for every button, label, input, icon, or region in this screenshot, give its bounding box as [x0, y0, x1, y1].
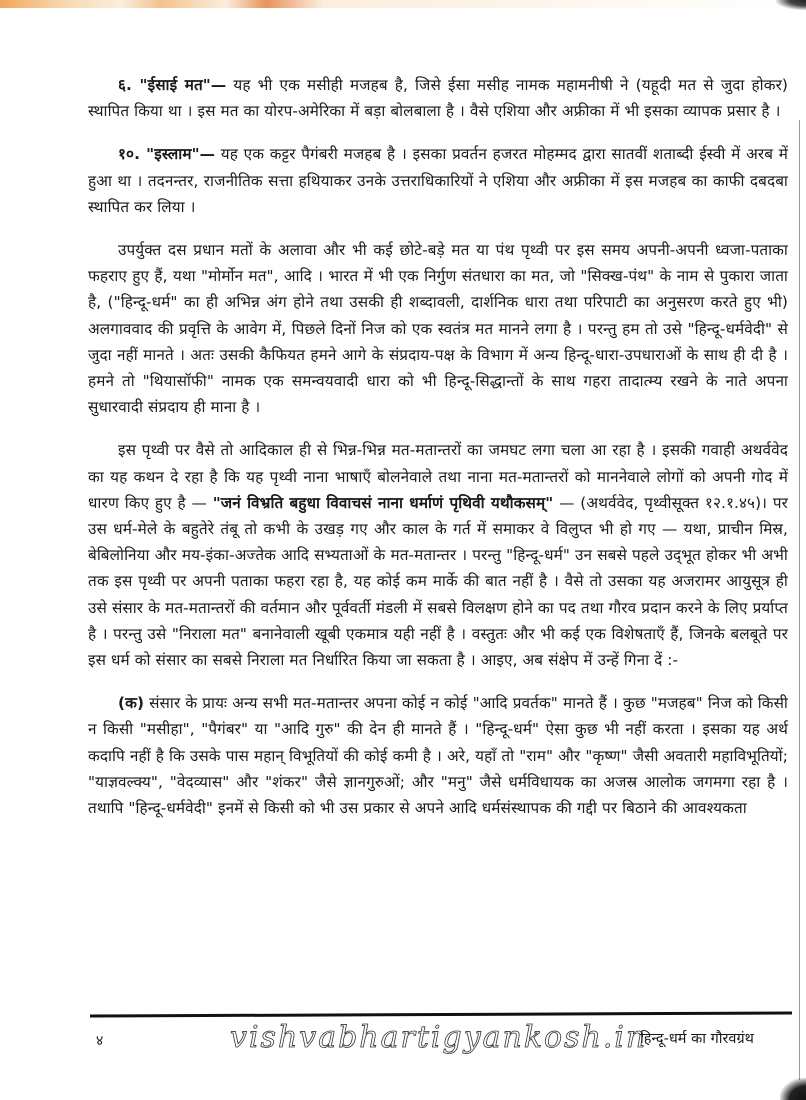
- watermark: vishvabhartigyankosh.in: [230, 1020, 648, 1055]
- page-top-edge: [0, 0, 806, 8]
- section-text: यह भी एक मसीही मजहब है, जिसे ईसा मसीह नामक महामनीषी ने (यहूदी मत से जुदा होकर) स्थापित किया था । इस मत का योरप-अमेरिका में बड़ा बोलबाला है । वैसे एशिया और अफ्रीका में भी इसका व्यापक प्रसार है ।: [88, 76, 788, 121]
- paragraph-text: — (अथर्ववेद, पृथ्वीसूक्त १२.१.४५)। पर उस धर्म-मेले के बहुतेरे तंबू तो कभी के उखड़ गए और काल के गर्त में समाकर वे विलुप्त भी हो गए — यथा, प्राचीन मिस्र, बेबिलोनिया और मय-इंका-अज्तेक आदि सभ्यताओं के मत-मतान्तर । परन्तु "हिन्दू-धर्म" उन सबसे पहले उद्‌भूत होकर भी अभी तक इस पृथ्वी पर अपनी पताका फहरा रहा है, यह कोई कम मार्के की बात नहीं है । वैसे तो उसका यह अजरामर आयुसूत्र ही उसे संसार के मत-मतान्तरों की वर्तमान और पूर्ववर्ती मंडली में सबसे विलक्षण होने का पद तथा गौरव प्रदान करने के लिए प्रर्याप्त है । परन्तु उसे "निराला मत" बनानेवाली खूबी एकमात्र यही नहीं है । वस्तुतः और भी कई एक विशेषताएँ हैं, जिनके बलबूते पर इस धर्म को संसार का सबसे निराला मत निर्धारित किया जा सकता है । आइए, अब संक्षेप में उन्हें गिना दें :-: [88, 493, 789, 670]
- paragraph-text: संसार के प्रायः अन्य सभी मत-मतान्तर अपना कोई न कोई "आदि प्रवर्तक" मानते हैं । कुछ "मजहब" निज को किसी न किसी "मसीहा", "पैगंबर" या "आदि गुरु" की देन ही मानते हैं । "हिन्दू-धर्म" ऐसा कुछ भी नहीं करता । इसका यह अर्थ कदापि नहीं है कि उसके पास महान् विभूतियों की कोई कमी है । अरे, यहाँ तो "राम" और "कृष्ण" जैसी अवतारी महाविभूतियों; "याज्ञवल्क्य", "वेदव्यास" और "शंकर" जैसे ज्ञानगुरुओं; और "मनु" जैसे धर्मविधायक का अजस्र आलोक जगमगा रहा है । तथापि "हिन्दू-धर्मवेदी" इनमें से किसी को भी उस प्रकार से अपने आदि धर्मसंस्थापक की गद्दी पर बिठाने की आवश्यकता: [88, 694, 788, 818]
- running-footer-title: हिन्दू-धर्म का गौरवग्रंथ: [640, 1031, 754, 1047]
- page-number: ४: [96, 1033, 104, 1049]
- paragraph-other-faiths: उपर्युक्त दस प्रधान मतों के अलावा और भी कई छोटे-बड़े मत या पंथ पृथ्वी पर इस समय अपनी-अपनी ध्वजा-पताका फहराए हुए हैं, यथा "मोर्मोन मत", आदि । भारत में भी एक निर्गुण संतधारा का मत, जो "सिक्ख-पंथ" के नाम से पुकारा जाता है, ("हिन्दू-धर्म" का ही अभिन्न अंग होने तथा उसकी ही शब्दावली, दार्शनिक धारा तथा परिपाटी का अनुसरण करते हुए भी) अलगाववाद की प्रवृत्ति के आवेग में, पिछले दिनों निज को एक स्वतंत्र मत मानने लगा है । परन्तु हम तो उसे "हिन्दू-धर्मवेदी" से जुदा नहीं मानते । अतः उसकी कैफियत हमने आगे के संप्रदाय-पक्ष के विभाग में अन्य हिन्दू-धारा-उपधाराओं के साथ ही दी है । हमने तो "थियासॉफी" नामक एक समन्वयवादी धारा को भी हिन्दू-सिद्धान्तों के साथ गहरा तादात्म्य रखने के नाते अपना सुधारवादी संप्रदाय ही माना है ।: [88, 241, 788, 417]
- scan-shadow-bottom-right: [780, 1078, 806, 1100]
- section-text: यह एक कट्टर पैगंबरी मजहब है । इसका प्रवर्तन हजरत मोहम्मद द्वारा सातवीं शताब्दी ईस्वी में अरब में हुआ था । तदनन्तर, राजनीतिक सत्ता हथियाकर उनके उत्तराधिकारियों ने एशिया और अफ्रीका में इस मजहब का काफी दबदबा स्थापित कर लिया ।: [88, 145, 788, 216]
- scan-shadow-top-right: [776, 0, 806, 10]
- paragraph-text: इस पृथ्वी पर वैसे तो आदिकाल ही से भिन्न-भिन्न मत-मतान्तरों का जमघट लगा चला आ रहा है । इसकी गवाही अथर्ववेद का यह कथन दे रहा है कि यह पृथ्वी नाना भाषाएँ बोलनेवाले तथा नाना मत-मतान्तरों को माननेवाले लोगों को अपनी गोद में धारण किए हुए है —: [88, 441, 788, 512]
- section-heading: ६. "ईसाई मत"—: [118, 76, 227, 94]
- paragraph-ka: [88, 690, 788, 821]
- section-christianity: [88, 72, 788, 124]
- item-label: (क): [118, 694, 145, 713]
- page-body: [88, 72, 788, 821]
- page-edge-line: [799, 120, 800, 1080]
- footer-rule: [90, 1011, 792, 1017]
- section-heading: १०. "इस्लाम"—: [118, 145, 216, 164]
- sanskrit-quote: "जनं विभ्रति बहुधा विवाचसं नाना धर्माणं पृथिवी यथौकसम्": [212, 493, 554, 512]
- section-islam: [88, 141, 788, 220]
- paragraph-atharvaveda: [88, 437, 788, 673]
